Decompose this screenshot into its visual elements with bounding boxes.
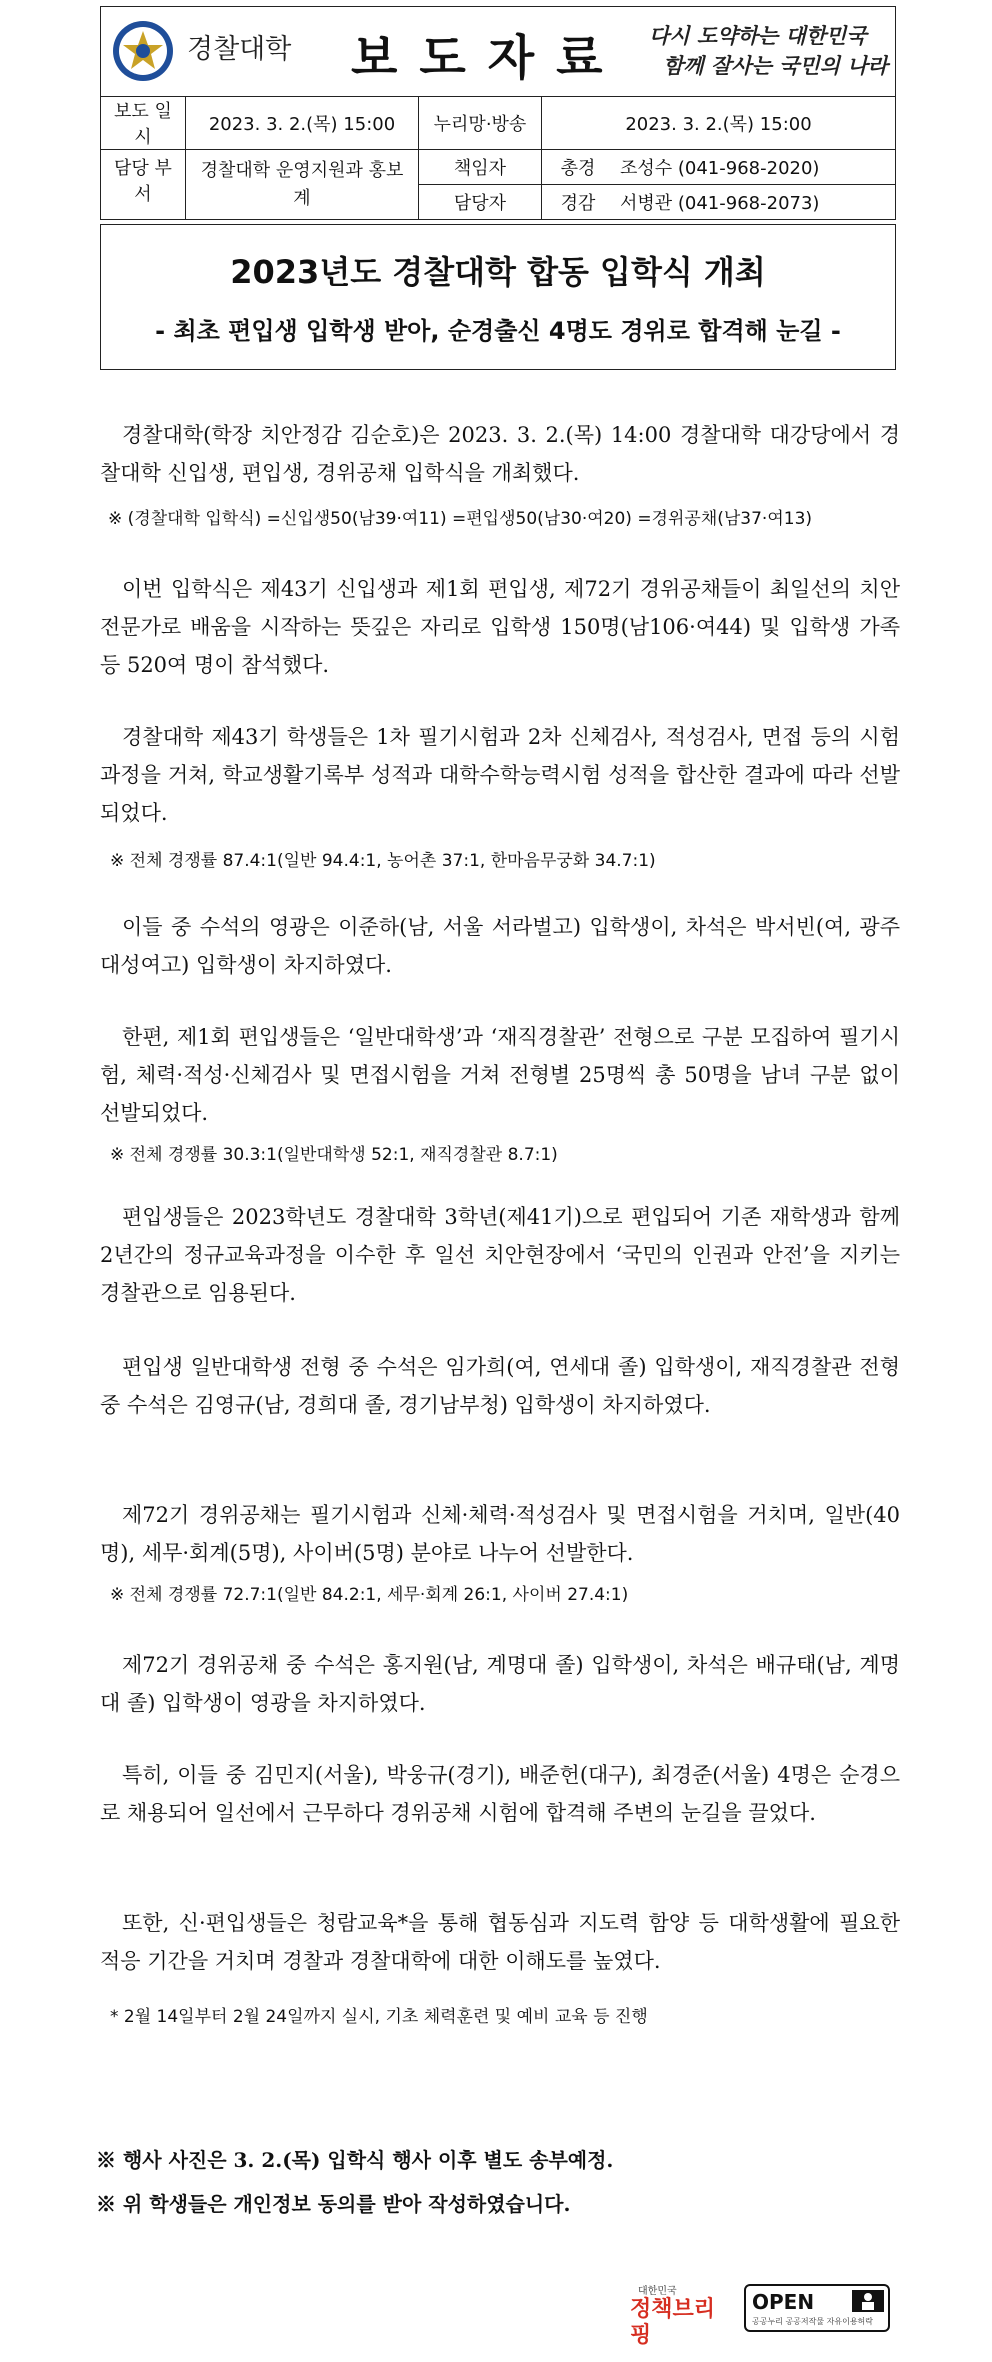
note-1: ※ (경찰대학 입학식) =신입생50(남39·여11) =편입생50(남30·여20) =경위공채(남37·여13) (108, 509, 813, 529)
photo-notice: ※ 행사 사진은 3. 2.(목) 입학식 행사 이후 별도 송부예정. (96, 2148, 614, 2172)
paragraph-10: 특히, 이들 중 김민지(서울), 박웅규(경기), 배준헌(대구), 최경준(서울) 4명은 순경으로 채용되어 일선에서 근무하다 경위공채 시험에 합격해 주변의 눈길을 끌었다. (100, 1763, 900, 1825)
main-title: 2023년도 경찰대학 합동 입학식 개최 (230, 253, 766, 291)
chief-label: 책임자 (419, 150, 542, 185)
privacy-notice: ※ 위 학생들은 개인정보 동의를 받아 작성하였습니다. (96, 2192, 571, 2216)
dept-label: 담당 부서 (101, 150, 186, 220)
slogan-line-1: 다시 도약하는 대한민국 (649, 23, 867, 48)
release-value: 2023. 3. 2.(목) 15:00 (186, 97, 419, 150)
press-release-header (100, 6, 896, 97)
release-row (101, 97, 896, 150)
note-8: ※ 전체 경쟁률 72.7:1(일반 84.2:1, 세무·회계 26:1, 사이버 27.4:1) (110, 1585, 629, 1605)
headline-box (100, 224, 896, 370)
dept-value: 경찰대학 운영지원과 홍보계 (186, 150, 419, 220)
paragraph-1: 경찰대학(학장 치안정감 김순호)은 2023. 3. 2.(목) 14:00 경찰대학 대강당에서 경찰대학 신입생, 편입생, 경위공채 입학식을 개최했다. (100, 423, 900, 485)
release-info-table (100, 96, 896, 220)
online-value: 2023. 3. 2.(목) 15:00 (542, 97, 896, 150)
chief-row (101, 150, 896, 185)
policy-briefing-logo (630, 2282, 736, 2348)
paragraph-8: 제72기 경위공채는 필기시험과 신체·체력·적성검사 및 면접시험을 거치며, 일반(40명), 세무·회계(5명), 사이버(5명) 분야로 나누어 선발한다. (100, 1503, 900, 1565)
brand-small-label: 대한민국 (638, 2286, 677, 2297)
paragraph-9: 제72기 경위공채 중 수석은 홍지원(남, 계명대 졸) 입학생이, 차석은 배규태(남, 계명대 졸) 입학생이 영광을 차지하였다. (100, 1653, 900, 1715)
paragraph-7: 편입생 일반대학생 전형 중 수석은 임가희(여, 연세대 졸) 입학생이, 재직경찰관 전형 중 수석은 김영규(남, 경희대 졸, 경기남부청) 입학생이 차지하였다. (100, 1355, 900, 1417)
note-3: ※ 전체 경쟁률 87.4:1(일반 94.4:1, 농어촌 37:1, 한마음무궁화 34.7:1) (110, 851, 656, 871)
slogan-line-2: 함께 잘사는 국민의 나라 (663, 53, 888, 78)
paragraph-5: 한편, 제1회 편입생들은 ‘일반대학생’과 ‘재직경찰관’ 전형으로 구분 모집하여 필기시험, 체력·적성·신체검사 및 면접시험을 거쳐 전형별 25명씩 총 50명을 남녀 구분 없이 선발되었다. (100, 1025, 900, 1125)
government-slogan (649, 21, 889, 81)
note-5: ※ 전체 경쟁률 30.3:1(일반대학생 52:1, 재직경찰관 8.7:1) (110, 1145, 558, 1165)
open-sub-label: 공공누리 공공저작물 자유이용허락 (752, 2317, 874, 2326)
chief-name: 조성수 (041-968-2020) (614, 150, 896, 185)
brand-name-label: 정책브리핑 (630, 2297, 716, 2348)
release-label: 보도 일시 (101, 97, 186, 150)
staff-name: 서병관 (041-968-2073) (614, 185, 896, 220)
open-license-logo (744, 2284, 890, 2332)
online-label: 누리망·방송 (419, 97, 542, 150)
doc-type-title: 보도자료 (351, 30, 625, 86)
paragraph-2: 이번 입학식은 제43기 신입생과 제1회 편입생, 제72기 경위공채들이 최일선의 치안 전문가로 배움을 시작하는 뜻깊은 자리로 입학생 150명(남106·여44) 및 입학생 가족 등 520여 명이 참석했다. (100, 577, 900, 677)
paragraph-3: 경찰대학 제43기 학생들은 1차 필기시험과 2차 신체검사, 적성검사, 면접 등의 시험 과정을 거쳐, 학교생활기록부 성적과 대학수학능력시험 성적을 합산한 결과에 따라 선발되었다. (100, 725, 900, 825)
staff-label: 담당자 (419, 185, 542, 220)
paragraph-4: 이들 중 수석의 영광은 이준하(남, 서울 서라벌고) 입학생이, 차석은 박서빈(여, 광주 대성여고) 입학생이 차지하였다. (100, 915, 900, 977)
chief-rank: 총경 (542, 150, 615, 185)
note-11: * 2월 14일부터 2월 24일까지 실시, 기초 체력훈련 및 예비 교육 등 진행 (110, 2007, 648, 2027)
open-label: OPEN (752, 2290, 815, 2314)
attribution-person-icon (852, 2290, 884, 2312)
police-emblem-icon (111, 19, 175, 83)
paragraph-11: 또한, 신·편입생들은 청람교육*을 통해 협동심과 지도력 함양 등 대학생활에 필요한 적응 기간을 거치며 경찰과 경찰대학에 대한 이해도를 높였다. (100, 1911, 900, 1973)
org-name: 경찰대학 (187, 34, 292, 65)
sub-title: - 최초 편입생 입학생 받아, 순경출신 4명도 경위로 합격해 눈길 - (155, 317, 841, 345)
staff-rank: 경감 (542, 185, 615, 220)
paragraph-6: 편입생들은 2023학년도 경찰대학 3학년(제41기)으로 편입되어 기존 재학생과 함께 2년간의 정규교육과정을 이수한 후 일선 치안현장에서 ‘국민의 인권과 안전’을 지키는 경찰관으로 임용된다. (100, 1205, 900, 1305)
